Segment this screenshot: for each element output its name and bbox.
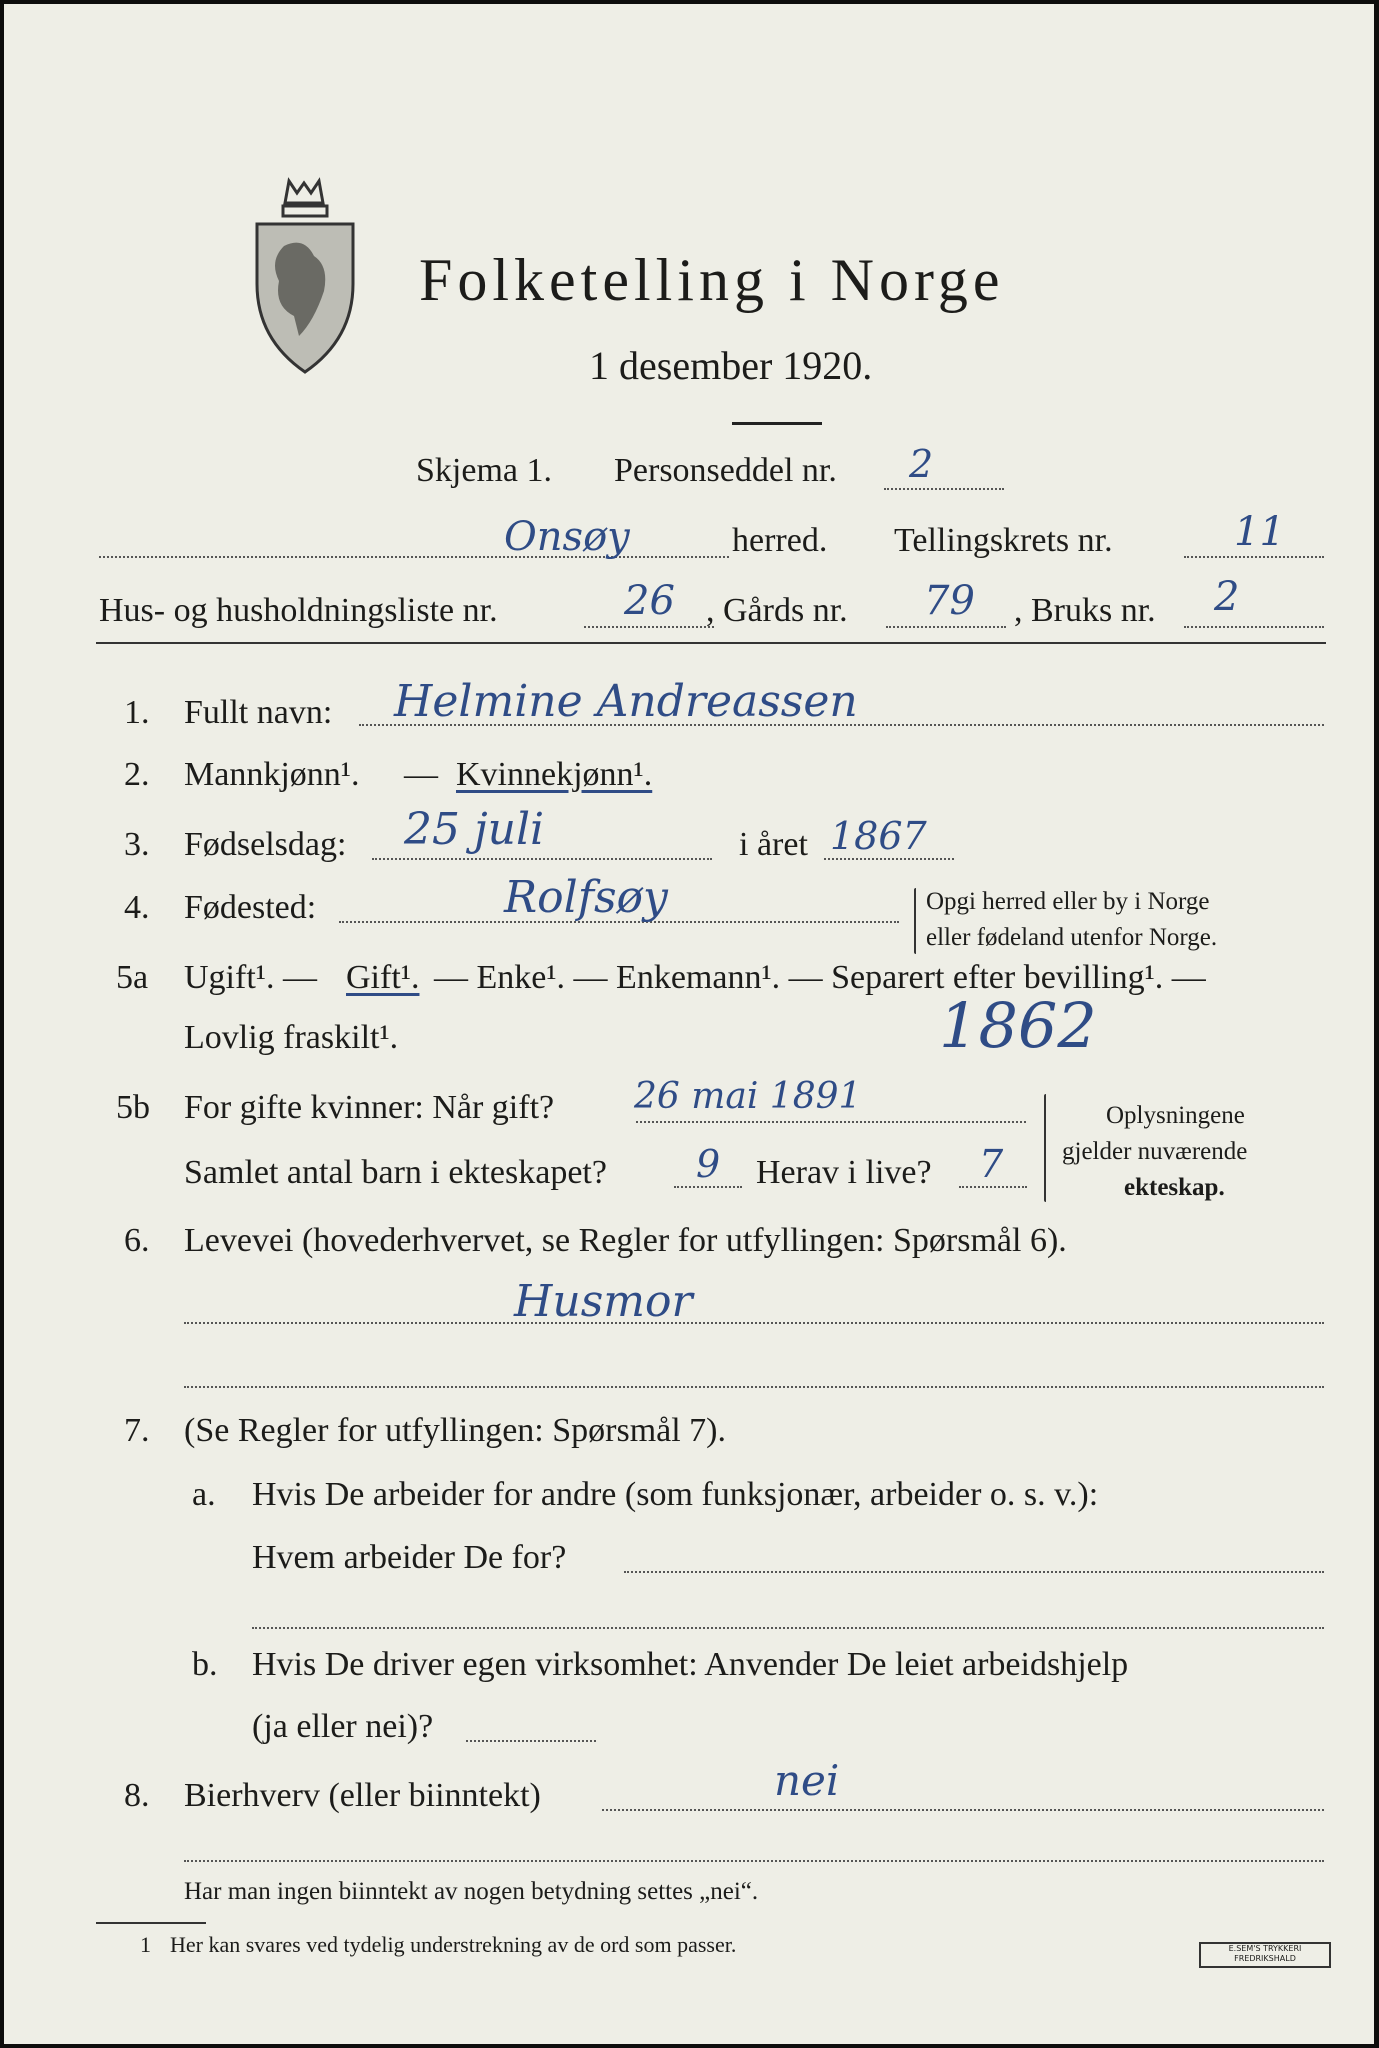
stamp-line-1: E.SEM'S TRYKKERI: [1228, 1944, 1302, 1953]
q8-line-2: [184, 1860, 1324, 1862]
q7b-letter: b.: [192, 1646, 218, 1683]
herred-label: herred.: [732, 522, 828, 559]
header-rule: [96, 642, 1326, 644]
q5a-rest: — Enke¹. — Enkemann¹. — Separert efter bevilling¹. —: [434, 959, 1206, 996]
q7-number: 7.: [124, 1412, 150, 1449]
herred-value[interactable]: Onsøy: [504, 514, 630, 560]
skjema-label: Skjema 1.: [416, 452, 552, 489]
q5b-label: For gifte kvinner: Når gift?: [184, 1089, 555, 1126]
children-total-value[interactable]: 9: [696, 1142, 721, 1186]
bruks-value[interactable]: 2: [1214, 574, 1240, 620]
barn-label: Samlet antal barn i ekteskapet?: [184, 1154, 607, 1191]
tellingskrets-value[interactable]: 11: [1234, 509, 1285, 555]
birth-year-value[interactable]: 1867: [830, 814, 927, 858]
q5b-number: 5b: [116, 1089, 150, 1126]
q7-label: (Se Regler for utfyllingen: Spørsmål 7).: [184, 1412, 727, 1449]
q7a-line-1[interactable]: [624, 1571, 1324, 1573]
q4-number: 4.: [124, 889, 150, 926]
personseddel-label: Personseddel nr.: [614, 452, 837, 489]
footer-note: Har man ingen biinntekt av nogen betydning settes „nei“.: [184, 1878, 759, 1905]
q8-label: Bierhverv (eller biinntekt): [184, 1777, 541, 1814]
personseddel-line: [884, 488, 1004, 490]
q2-number: 2.: [124, 756, 150, 793]
q5b-line: [636, 1121, 1026, 1123]
title-divider: [732, 422, 822, 425]
form-title: Folketelling i Norge: [419, 247, 1005, 313]
q7b-text: Hvis De driver egen virksomhet: Anvender De leiet arbeidshjelp: [252, 1646, 1129, 1683]
marriage-date-value[interactable]: 26 mai 1891: [634, 1076, 862, 1117]
gards-label: , Gårds nr.: [706, 592, 848, 629]
aaret-label: i året: [739, 826, 808, 863]
marginal-annotation: 1862: [939, 989, 1097, 1062]
birthday-value[interactable]: 25 juli: [404, 804, 545, 855]
q5a-gift[interactable]: Gift¹.: [346, 959, 420, 996]
stamp-line-2: FREDRIKSHALD: [1234, 1954, 1296, 1963]
q5b-note-2: gjelder nuværende: [1062, 1138, 1248, 1165]
ilive-label: Herav i live?: [756, 1154, 932, 1191]
aaret-line: [824, 858, 954, 860]
barn-line: [674, 1186, 742, 1188]
footnote-rule: [96, 1922, 206, 1924]
personseddel-value[interactable]: 2: [909, 442, 934, 486]
tellingskrets-line: [1184, 556, 1324, 558]
q1-label: Fullt navn:: [184, 694, 333, 731]
q7a-sub: Hvem arbeider De for?: [252, 1539, 567, 1576]
footnote-number: 1: [140, 1932, 151, 1957]
q6-line-2: [184, 1386, 1324, 1388]
census-date: 1 desember 1920.: [589, 343, 873, 388]
q7b-sub: (ja eller nei)?: [252, 1708, 434, 1745]
side-income-value[interactable]: nei: [774, 1756, 840, 1805]
q5b-note-3: ekteskap.: [1124, 1174, 1225, 1201]
footnote-text: Her kan svares ved tydelig understrekning av de ord som passer.: [170, 1932, 737, 1957]
q4-note-1: Opgi herred eller by i Norge: [926, 888, 1210, 915]
q3-label: Fødselsdag:: [184, 826, 347, 863]
q4-note-2: eller fødeland utenfor Norge.: [926, 924, 1218, 951]
q5a-number: 5a: [116, 959, 149, 996]
q2-female-option[interactable]: Kvinnekjønn¹.: [456, 756, 653, 793]
q3-line: [372, 858, 712, 860]
tellingskrets-label: Tellingskrets nr.: [894, 522, 1113, 559]
q5a-fraskilt[interactable]: Lovlig fraskilt¹.: [184, 1019, 399, 1056]
husliste-label: Hus- og husholdningsliste nr.: [99, 592, 498, 629]
herred-line: [99, 556, 729, 558]
gards-value[interactable]: 79: [924, 578, 975, 624]
husliste-value[interactable]: 26: [624, 578, 675, 624]
q4-brace: [914, 888, 916, 954]
q7a-text: Hvis De arbeider for andre (som funksjonær, arbeider o. s. v.):: [252, 1476, 1099, 1513]
q6-number: 6.: [124, 1222, 150, 1259]
q5a-ugift[interactable]: Ugift¹. —: [184, 959, 317, 996]
bruks-label: , Bruks nr.: [1014, 592, 1156, 629]
q5b-note-1: Oplysningene: [1106, 1102, 1245, 1129]
q7a-line-2[interactable]: [252, 1627, 1324, 1629]
census-form: [4, 4, 1374, 2044]
occupation-value[interactable]: Husmor: [514, 1276, 693, 1327]
children-alive-value[interactable]: 7: [979, 1142, 1004, 1186]
coat-of-arms-icon: [249, 176, 359, 376]
q8-number: 8.: [124, 1777, 150, 1814]
q7a-letter: a.: [192, 1476, 216, 1513]
q2-male-option[interactable]: Mannkjønn¹.: [184, 756, 360, 793]
printer-stamp: [1199, 1942, 1331, 1968]
full-name-value[interactable]: Helmine Andreassen: [394, 676, 858, 727]
q3-number: 3.: [124, 826, 150, 863]
q6-line-1: [184, 1322, 1324, 1324]
husliste-line: [584, 626, 714, 628]
q6-label: Levevei (hovederhvervet, se Regler for utfyllingen: Spørsmål 6).: [184, 1222, 1067, 1259]
q5b-brace: [1044, 1094, 1046, 1202]
q8-line: [602, 1809, 1324, 1811]
q4-label: Fødested:: [184, 889, 317, 926]
birthplace-value[interactable]: Rolfsøy: [504, 872, 668, 923]
ilive-line: [959, 1186, 1027, 1188]
gards-line: [886, 626, 1006, 628]
bruks-line: [1184, 626, 1324, 628]
q7b-line[interactable]: [466, 1740, 596, 1742]
q1-number: 1.: [124, 694, 150, 731]
q2-dash: —: [404, 756, 438, 793]
